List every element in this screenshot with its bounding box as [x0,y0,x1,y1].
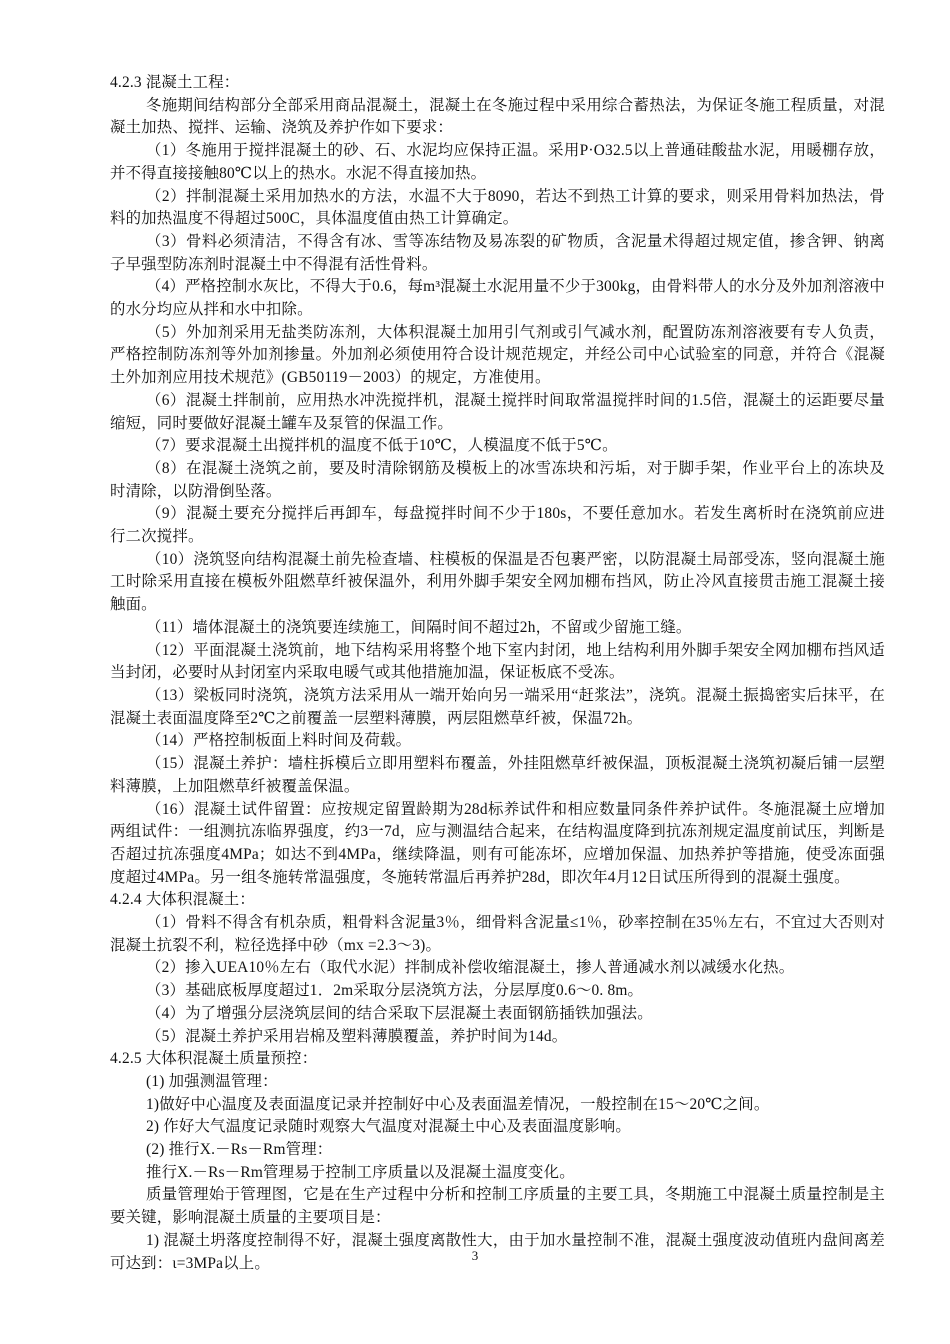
paragraph: （5）混凝土养护采用岩棉及塑料薄膜覆盖，养护时间为14d。 [146,1027,568,1045]
paragraph: （14）严格控制板面上料时间及荷载。 [146,732,412,750]
paragraph: （4）为了增强分层浇筑层间的结合采取下层混凝土表面钢筋插铁加强法。 [146,1004,653,1022]
section-heading: 4.2.3 混凝土工程： [110,74,240,91]
paragraph: （11）墙体混凝土的浇筑要连续施工，间隔时间不超过2h，不留或少留施工缝。 [146,618,692,636]
paragraph: （8）在混凝土浇筑之前，要及时清除钢筋及模板上的冰雪冻块和污垢，对于脚手架，作业平台上的冻块及时清除，以防滑倒坠落。 [110,459,885,500]
section-heading: 4.2.4 大体积混凝土： [110,891,255,909]
paragraph: （5）外加剂采用无盐类防冻剂，大体积混凝土加用引气剂或引气减水剂，配置防冻剂溶液要有专人负责，严格控制防冻剂等外加剂掺量。外加剂必须使用符合设计规范规定，并经公司中心试验室的同意，并符合《混凝土外加剂应用技术规范》(GB50119－2003）的规定，方准使用。 [110,323,885,387]
page-number: 3 [471,1248,479,1263]
paragraph: （1）骨料不得含有机杂质，粗骨料含泥量3％，细骨料含泥量≤1％，砂率控制在35％左右，不宜过大否则对混凝土抗裂不利，粒径选择中砂（mx =2.3～3)。 [110,914,885,954]
paragraph: （3）基础底板厚度超过1．2m采取分层浇筑方法，分层厚度0.6～0. 8m。 [146,982,644,1000]
paragraph: (2) 推行X.－Rs－Rm管理： [146,1141,333,1159]
paragraph: （15）混凝土养护：墙柱拆模后立即用塑料布覆盖，外挂阻燃草纤被保温，顶板混凝土浇筑初凝后铺一层塑料薄膜，上加阻燃草纤被覆盖保温。 [110,755,885,795]
paragraph: （12）平面混凝土浇筑前，地下结构采用将整个地下室内封闭，地上结构利用外脚手架安全网加棚布挡风适当封闭，必要时从封闭室内采取电暖气或其他措施加温，保证板底不受冻。 [110,641,885,682]
paragraph: （4）严格控制水灰比，不得大于0.6，每m³混凝土水泥用量不少于300kg，由骨料带人的水分及外加剂溶液中的水分均应从拌和水中扣除。 [110,278,886,319]
section-heading: 4.2.5 大体积混凝土质量预控： [110,1050,318,1068]
paragraph: （2）拌制混凝土采用加热水的方法，水温不大于8090，若达不到热工计算的要求，则采用骨料加热法，骨料的加热温度不得超过500C，具体温度值由热工计算确定。 [110,187,885,228]
paragraph: （2）掺入UEA10％左右（取代水泥）拌制成补偿收缩混凝土，掺人普通减水剂以减缓水化热。 [146,959,795,977]
paragraph: 2) 作好大气温度记录随时观察大气温度对混凝土中心及表面温度影响。 [146,1118,631,1136]
document-body [110,72,885,1275]
paragraph: （3）骨料必须清洁，不得含有冰、雪等冻结物及易冻裂的矿物质，含泥量术得超过规定值，掺含钾、钠离子早强型防冻剂时混凝土中不得混有活性骨料。 [110,232,885,273]
paragraph: （10）浇筑竖向结构混凝土前先检查墙、柱模板的保温是否包裹严密，以防混凝土局部受冻，竖向混凝土施工时除采用直接在模板外阻燃草纤被保温外，利用外脚手架安全网加棚布挡风，防止冷风直接贯击施工混凝土接触面。 [110,550,885,614]
paragraph: （7）要求混凝土出搅拌机的温度不低于10℃，人模温度不低于5℃。 [146,437,618,455]
paragraph: 冬施期间结构部分全部采用商品混凝土，混凝土在冬施过程中采用综合蓄热法，为保证冬施工程质量，对混凝土加热、搅拌、运输、浇筑及养护作如下要求： [110,96,885,137]
paragraph: 推行X.－Rs－Rm管理易于控制工序质量以及混凝土温度变化。 [146,1163,575,1181]
paragraph: 1)做好中心温度及表面温度记录并控制好中心及表面温差情况，一般控制在15～20℃之间。 [146,1095,770,1113]
paragraph: （13）梁板同时浇筑，浇筑方法采用从一端开始向另一端采用“赶浆法”，浇筑。混凝土振捣密实后抹平，在混凝土表面温度降至2℃之前覆盖一层塑料薄膜，两层阻燃草纤被，保温72h。 [110,686,885,727]
paragraph: 质量管理始于管理图，它是在生产过程中分析和控制工序质量的主要工具，冬期施工中混凝土质量控制是主要关键，影响混凝土质量的主要项目是： [110,1186,885,1227]
paragraph: 1) 混凝土坍落度控制得不好，混凝土强度离散性大，由于加水量控制不准，混凝土强度波动值班内盘间离差可达到：ι=3MPa以上。 [110,1231,885,1272]
paragraph: （1）冬施用于搅拌混凝土的砂、石、水泥均应保持正温。采用P·O32.5以上普通硅酸盐水泥，用暖棚存放，并不得直接接触80℃以上的热水。水泥不得直接加热。 [110,142,885,182]
paragraph: （16）混凝土试件留置：应按规定留置龄期为28d标养试件和相应数量同条件养护试件。冬施混凝土应增加两组试件：一组测抗冻临界强度，约3一7d，应与测温结合起来，在结构温度降到抗冻剂规定温度前试压，判断是否超过抗冻强度4MPa；如达不到4MPa，继续降温，则有可能冻坏，应增加保温、加热养护等措施，使受冻面强度超过4MPa。另一组冬施转常温强度，冬施转常温后再养护28d，即次年4月12日试压所得到的混凝土强度。 [110,800,885,886]
paragraph: （9）混凝土要充分搅拌后再卸车，每盘搅拌时间不少于180s，不要任意加水。若发生离析时在浇筑前应进行二次搅拌。 [110,505,885,546]
paragraph: （6）混凝土拌制前，应用热水冲洗搅拌机，混凝土搅拌时间取常温搅拌时间的1.5倍，混凝土的运距要尽量缩短，同时要做好混凝土罐车及泵管的保温工作。 [110,391,885,432]
paragraph: (1) 加强测温管理： [146,1072,278,1090]
